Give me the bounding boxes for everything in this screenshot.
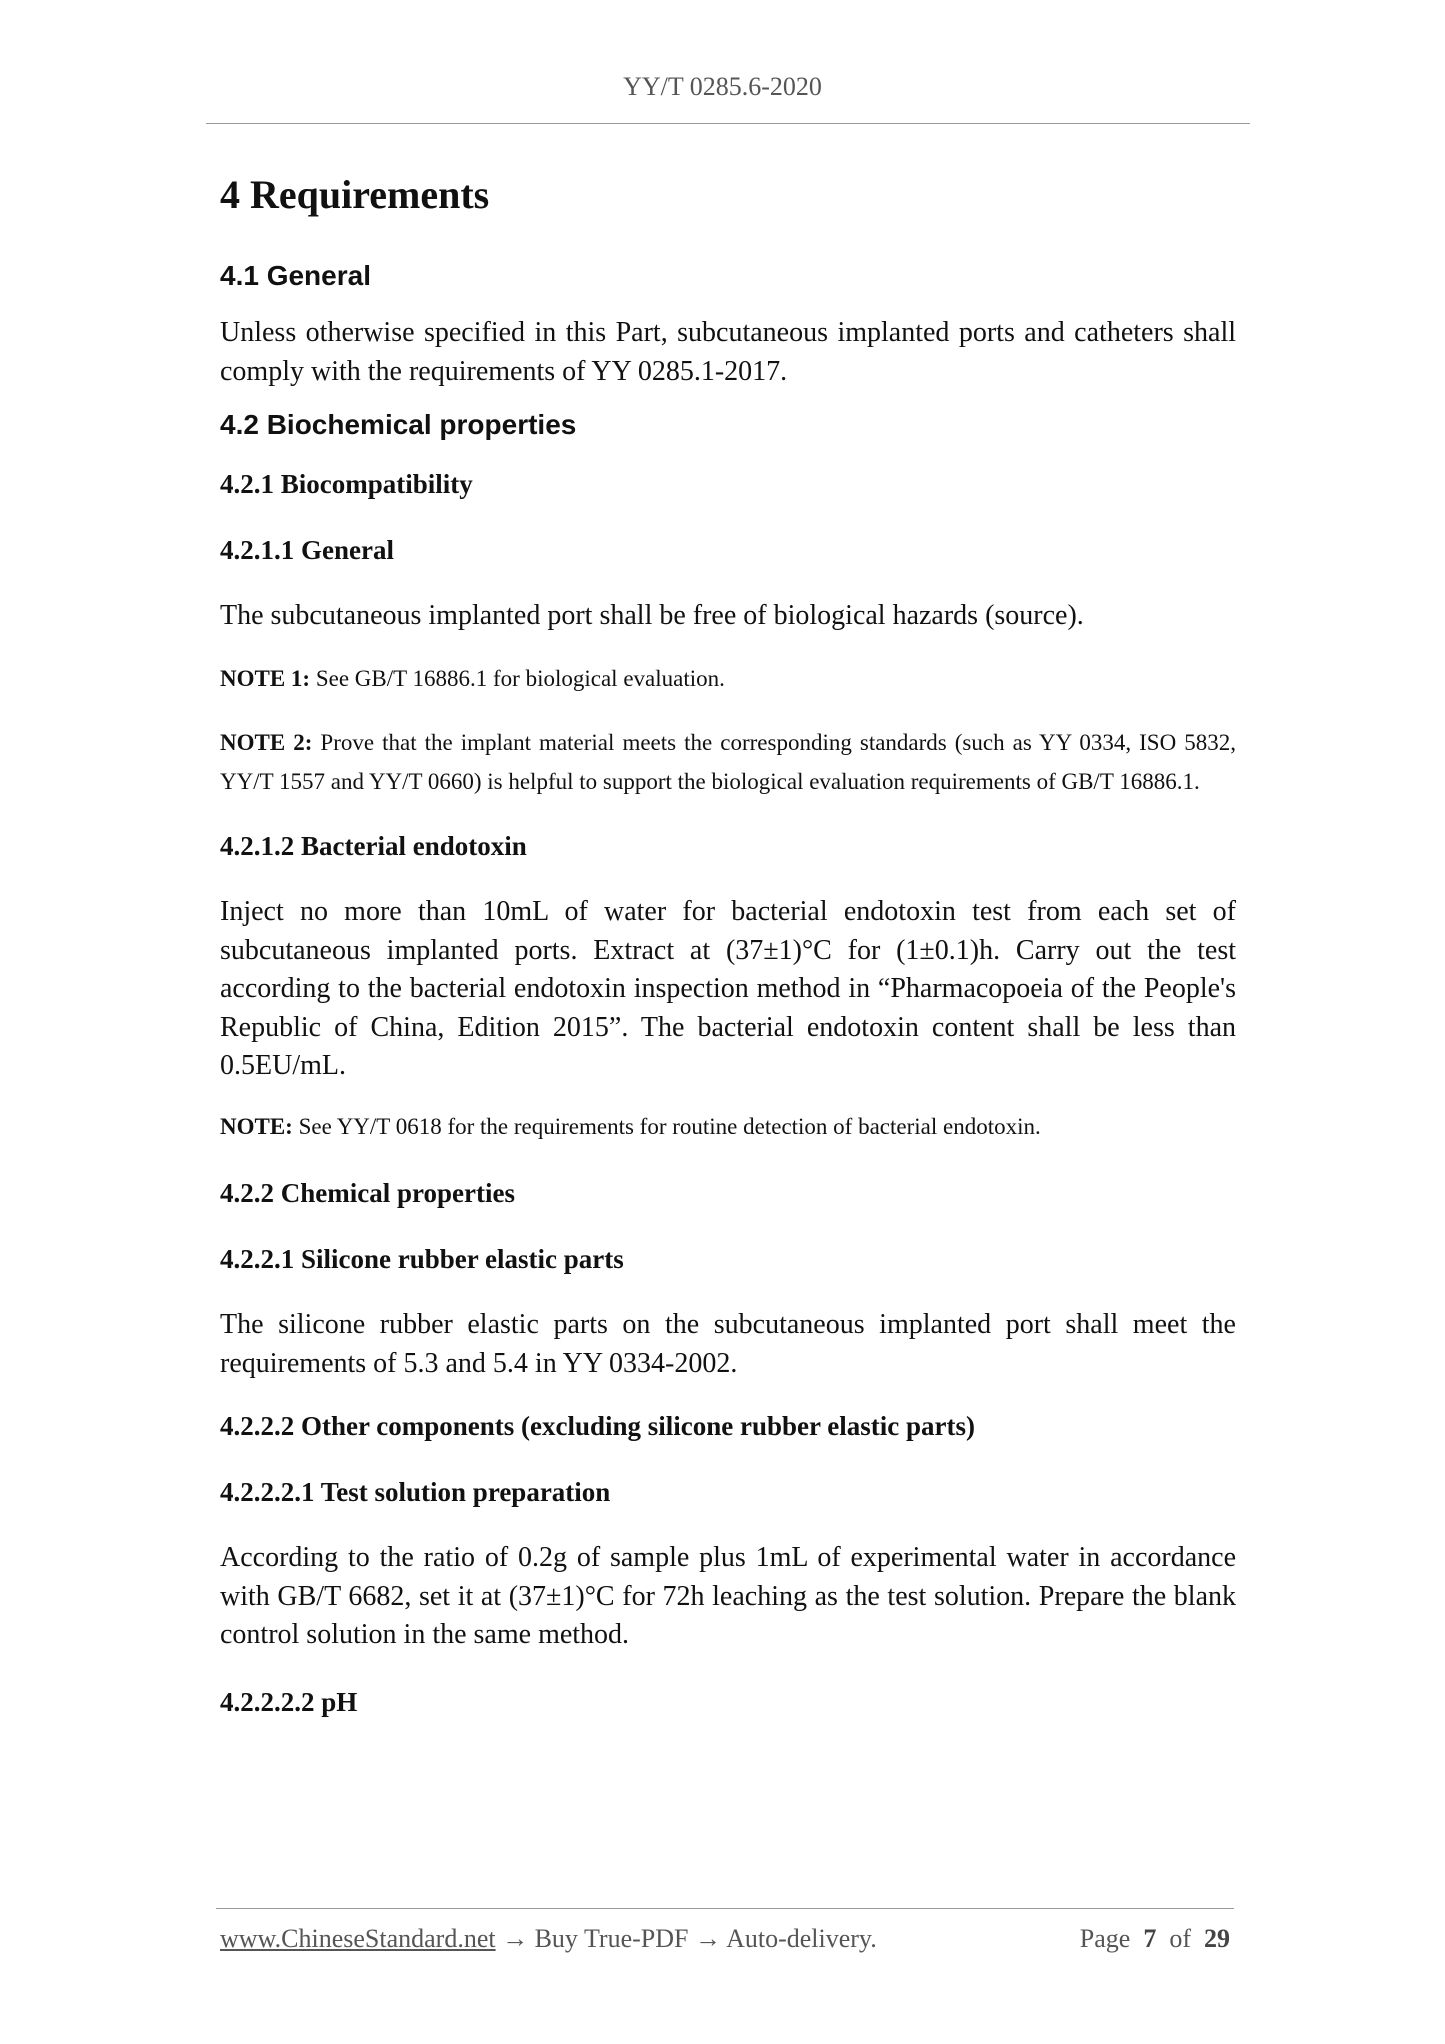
note-1 — [220, 660, 1236, 699]
note-2-label: NOTE 2: — [220, 730, 313, 755]
total-pages: 29 — [1204, 1924, 1230, 1953]
note-3-text: See YY/T 0618 for the requirements for routine detection of bacterial endotoxin. — [292, 1113, 1041, 1139]
section-heading-requirements: 4 Requirements — [220, 172, 490, 217]
buy-true-pdf-text: Buy True-PDF — [534, 1924, 689, 1953]
footer-divider — [216, 1908, 1234, 1909]
note-3 — [220, 1108, 1236, 1147]
note-1-label: NOTE 1: — [220, 665, 311, 691]
document-header — [0, 72, 1445, 102]
heading-4-2-2-1: 4.2.2.1 Silicone rubber elastic parts — [220, 1244, 624, 1274]
of-label: of — [1169, 1924, 1191, 1953]
note-1-text: See GB/T 16886.1 for biological evaluation. — [310, 665, 725, 691]
heading-4-1: 4.1 General — [220, 260, 371, 291]
heading-4-2-1: 4.2.1 Biocompatibility — [220, 469, 473, 499]
paragraph-biocompat-general: The subcutaneous implanted port shall be free of biological hazards (source). — [220, 600, 1084, 631]
paragraph-test-solution: According to the ratio of 0.2g of sample plus 1mL of experimental water in accordance with GB/T 6682, set it at (37±1)°C for 72h leaching as the test solution. Prepare the blank control solution in the same method. — [220, 1542, 1236, 1650]
heading-4-2-1-2: 4.2.1.2 Bacterial endotoxin — [220, 831, 527, 861]
website-link[interactable]: www.ChineseStandard.net — [220, 1924, 496, 1953]
heading-4-2-2-2-2: 4.2.2.2.2 pH — [220, 1686, 358, 1717]
current-page: 7 — [1143, 1924, 1157, 1953]
paragraph-silicone: The silicone rubber elastic parts on the subcutaneous implanted port shall meet the requirements of 5.3 and 5.4 in YY 0334-2002. — [220, 1309, 1236, 1379]
header-divider — [206, 123, 1250, 124]
arrow-right-icon: → — [695, 1924, 721, 1953]
paragraph-general: Unless otherwise specified in this Part, subcutaneous implanted ports and catheters shall comply with the requirements of YY 0285.1-2017. — [220, 317, 1236, 387]
heading-4-2: 4.2 Biochemical properties — [220, 409, 577, 440]
note-3-label: NOTE: — [220, 1113, 293, 1139]
arrow-right-icon: → — [502, 1924, 529, 1953]
document-code: YY/T 0285.6-2020 — [623, 72, 822, 101]
page-label: Page — [1079, 1924, 1131, 1953]
auto-delivery-text: Auto-delivery. — [726, 1924, 877, 1953]
footer-promo — [220, 1924, 877, 1954]
heading-4-2-2: 4.2.2 Chemical properties — [220, 1178, 515, 1208]
heading-4-2-1-1: 4.2.1.1 General — [220, 535, 394, 565]
page-number — [1080, 1924, 1230, 1954]
heading-4-2-2-2: 4.2.2.2 Other components (excluding silicone rubber elastic parts) — [220, 1411, 975, 1441]
note-2 — [220, 724, 1236, 801]
page-body — [220, 168, 1236, 1721]
note-2-text: Prove that the implant material meets the corresponding standards (such as YY 0334, ISO 5832, YY/T 1557 and YY/T 0660) is helpful to support the biological evaluation requirements of GB/T 16886.1. — [220, 730, 1236, 794]
paragraph-endotoxin: Inject no more than 10mL of water for bacterial endotoxin test from each set of subcutaneous implanted ports. Extract at (37±1)°C for (1±0.1)h. Carry out the test according to the bacterial endotoxin inspection method in “Pharmacopoeia of the People's Republic of China, Edition 2015”. The bacterial endotoxin content shall be less than 0.5EU/mL. — [220, 896, 1236, 1081]
heading-4-2-2-2-1: 4.2.2.2.1 Test solution preparation — [220, 1477, 611, 1507]
